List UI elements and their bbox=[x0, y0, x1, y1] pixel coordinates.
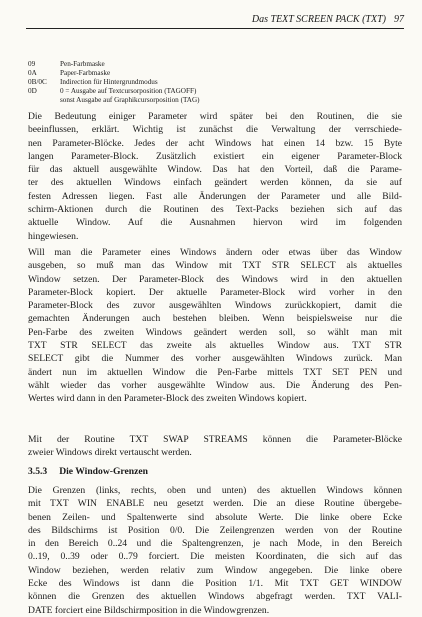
text-line: in den Bereich 0..24 und die Spaltengrenzen, je nach Mode, in den Bereich bbox=[28, 538, 402, 550]
code-description: Paper-Farbmaske bbox=[60, 68, 111, 77]
code-description: 0 = Ausgabe auf Textcursorposition (TAGOFF) bbox=[60, 86, 197, 95]
text-line: zweier Windows direkt vertauscht werden. bbox=[28, 447, 192, 459]
text-line: ändert nun im aktuellen Window die Pen-Farbe mittels TXT SET PEN und bbox=[28, 366, 402, 378]
code-value: 0D bbox=[28, 86, 37, 95]
page-number: 97 bbox=[394, 14, 404, 25]
code-row bbox=[28, 87, 408, 96]
text-line: Die Bedeutung einiger Parameter wird später bei den Routinen, die sie bbox=[28, 111, 402, 122]
text-line: Mit der Routine TXT SWAP STREAMS können die Parameter-Blöcke bbox=[28, 434, 402, 445]
paragraph-swap-streams bbox=[28, 433, 402, 460]
code-row bbox=[28, 78, 408, 87]
text-line: für das aktuell ausgewählte Window. Das hat den Vorteil, daß die Parame- bbox=[28, 164, 402, 176]
code-list bbox=[28, 60, 408, 105]
code-value: 0A bbox=[28, 68, 37, 77]
paragraph-changing-parameters bbox=[28, 246, 402, 406]
text-line: ter des aktuellen Windows einfach geändert werden können, da sie auf bbox=[28, 177, 402, 189]
text-line: DATE forciert eine Bildschirmposition in die Windowgrenzen. bbox=[28, 604, 270, 616]
text-line: Will man die Parameter eines Windows ändern oder etwas über das Window bbox=[28, 247, 402, 258]
text-line: ausgeben, so muß man das Window mit TXT STR SELECT als aktuelles bbox=[28, 260, 402, 272]
code-row bbox=[28, 69, 408, 78]
text-line: aktuelle Window. Auf die Ausnahmen hiervon wird im folgenden bbox=[28, 217, 402, 229]
text-line: Pen-Farbe des zweiten Windows geändert werden soll, so wählt man mit bbox=[28, 326, 402, 338]
text-line: langen Parameter-Block. Zusätzlich existiert ein eigener Parameter-Block bbox=[28, 150, 402, 162]
text-line: Wertes wird dann in den Parameter-Block des zweiten Windows kopiert. bbox=[28, 393, 307, 405]
code-description: Pen-Farbmaske bbox=[60, 60, 105, 68]
text-line: Window setzen. Der Parameter-Block des Windows wird in den aktuellen bbox=[28, 273, 402, 285]
text-line: 0..19, 0..39 oder 0..79 forciert. Die meisten Koordinaten, die sich auf das bbox=[28, 551, 402, 563]
running-header bbox=[26, 14, 404, 29]
code-row bbox=[28, 96, 408, 105]
text-line: benen Zeilen- und Spaltenwerte sind absolute Werte. Die linke obere Ecke bbox=[28, 511, 402, 523]
code-description: Indirection für Hintergrundmodus bbox=[60, 77, 158, 86]
code-description: sonst Ausgabe auf Graphikcursorposition (TAG) bbox=[60, 95, 200, 104]
text-line: Window beziehen, werden relativ zum Window angegeben. Die linke obere bbox=[28, 564, 402, 576]
text-line: des Bildschirms ist Position 0/0. Die Zeilengrenzen werden von der Routine bbox=[28, 524, 402, 536]
code-value bbox=[28, 96, 60, 105]
text-line: Die Grenzen (links, rechts, oben und unten) des aktuellen Windows können bbox=[28, 485, 402, 496]
text-line: Parameter-Block des zuvor ausgewählten Windows zurückkopiert, damit die bbox=[28, 300, 402, 312]
text-line: schirm-Aktionen durch die Routinen des Text-Packs beziehen sich auf das bbox=[28, 204, 402, 216]
text-line: wählt wieder das vorher ausgewählte Window aus. Die Änderung des Pen- bbox=[28, 379, 402, 391]
section-number: 3.5.3 bbox=[28, 466, 48, 477]
text-line: gemachten Änderungen auch bestehen bleiben. Wenn beispielsweise nur die bbox=[28, 313, 402, 325]
text-line: TXT STR SELECT das zweite als aktuelles Window aus. TXT STR bbox=[28, 340, 402, 352]
text-line: nen Parameter-Blöcke. Jedes der acht Windows hat einen 14 bzw. 15 Byte bbox=[28, 137, 402, 149]
text-line: Ecke des Windows ist dann die Position 1/1. Mit TXT GET WINDOW bbox=[28, 578, 402, 590]
text-line: SELECT gibt die Nummer des vorher ausgewählten Windows zurück. Man bbox=[28, 353, 402, 365]
code-value: 0B/0C bbox=[28, 77, 47, 86]
section-heading bbox=[28, 466, 148, 477]
text-line: beeinflussen, erklärt. Wichtig ist zunächst die Verwaltung der verrschiede- bbox=[28, 124, 402, 136]
section-title: Die Window-Grenzen bbox=[59, 466, 148, 477]
text-line: mit TXT WIN ENABLE neu gesetzt werden. Die an diese Routine übergebe- bbox=[28, 498, 402, 510]
paragraph-parameter-meaning bbox=[28, 110, 402, 243]
code-row bbox=[28, 60, 408, 69]
text-line: Parameter-Block kopiert. Der aktuelle Parameter-Block wird vorher in den bbox=[28, 286, 402, 298]
text-line: hingewiesen. bbox=[28, 230, 79, 242]
header-title: Das TEXT SCREEN PACK (TXT) bbox=[251, 14, 386, 25]
text-line: können die Grenzen des aktuellen Windows abgefragt werden. TXT VALI- bbox=[28, 591, 402, 603]
code-value: 09 bbox=[28, 60, 36, 68]
text-line: festen Adressen liegen. Fast alle Änderungen der Parameter und alle Bild- bbox=[28, 190, 402, 202]
paragraph-window-bounds bbox=[28, 484, 402, 617]
